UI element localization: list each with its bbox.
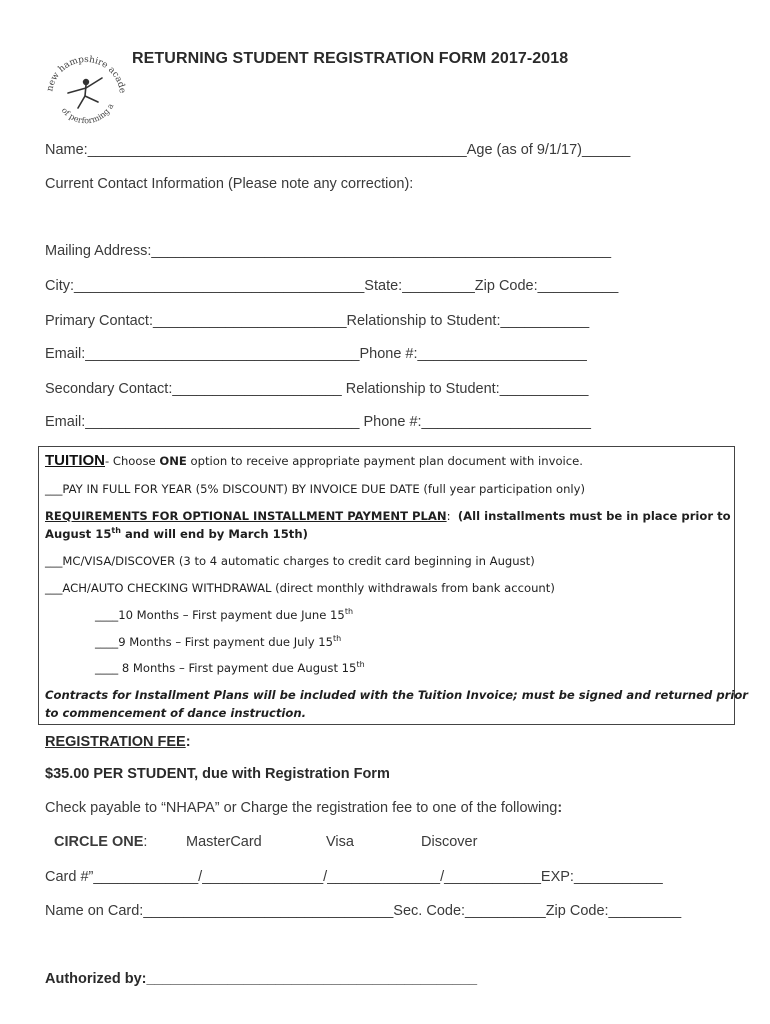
tuition-heading: TUITION xyxy=(45,452,105,469)
nine-month-sup: th xyxy=(333,634,342,644)
email-phone-field-2[interactable]: Email:__________________________________ Phone #:_____________________ xyxy=(45,414,591,430)
circle-one-colon: : xyxy=(143,834,148,850)
registration-fee-label: REGISTRATION FEE xyxy=(45,734,186,750)
registration-fee-colon: : xyxy=(185,734,191,750)
contracts-note-2: to commencement of dance instruction. xyxy=(45,706,307,720)
authorized-by-field[interactable]: Authorized by:_________________________________________ xyxy=(45,971,478,987)
name-age-field[interactable]: Name:_______________________________________________Age (as of 9/1/17)______ xyxy=(45,142,631,158)
city-state-zip-field[interactable]: City:____________________________________State:_________Zip Code:__________ xyxy=(45,278,619,294)
installment-note-2b: and will end by March 15th) xyxy=(120,527,308,541)
eight-month-sup: th xyxy=(356,660,365,670)
installment-note-1: (All installments must be in place prior to xyxy=(457,509,731,523)
mailing-address-field[interactable]: Mailing Address:_________________________________________________________ xyxy=(45,243,612,259)
nine-month-option[interactable] xyxy=(95,635,341,649)
eight-month-label: ____ 8 Months – First payment due August 15 xyxy=(95,661,357,675)
check-payable-label: Check payable to “NHAPA” or Charge the registration fee to one of the following xyxy=(45,800,558,816)
card-option-discover[interactable]: Discover xyxy=(421,834,478,850)
pay-in-full-option[interactable]: ___PAY IN FULL FOR YEAR (5% DISCOUNT) BY INVOICE DUE DATE (full year participation only) xyxy=(45,482,586,496)
email-phone-field-1[interactable]: Email:__________________________________Phone #:_____________________ xyxy=(45,346,587,362)
dancer-icon xyxy=(68,78,102,108)
tuition-intro-line xyxy=(45,452,583,469)
nine-month-label: ____9 Months – First payment due July 15 xyxy=(95,635,334,649)
installment-requirements-line-2 xyxy=(45,527,308,541)
contracts-note-1: Contracts for Installment Plans will be included with the Tuition Invoice; must be signed and returned prior xyxy=(45,688,749,702)
academy-logo xyxy=(38,38,130,138)
secondary-contact-field[interactable]: Secondary Contact:_____________________ Relationship to Student:___________ xyxy=(45,381,589,397)
tuition-intro-one: ONE xyxy=(159,454,187,468)
installment-colon: : xyxy=(446,509,458,523)
registration-fee-heading xyxy=(45,734,191,750)
name-on-card-field[interactable]: Name on Card:_______________________________Sec. Code:__________Zip Code:_________ xyxy=(45,903,682,919)
card-number-field[interactable]: Card #”_____________/_______________/______________/____________EXP:___________ xyxy=(45,869,663,885)
eight-month-option[interactable] xyxy=(95,661,365,675)
ten-month-label: ____10 Months – First payment due June 15 xyxy=(95,608,345,622)
form-title: RETURNING STUDENT REGISTRATION FORM 2017-2018 xyxy=(132,50,569,67)
ten-month-option[interactable] xyxy=(95,608,353,622)
circle-one-text: CIRCLE ONE xyxy=(54,834,144,850)
installment-note-sup: th xyxy=(111,526,121,536)
ten-month-sup: th xyxy=(344,607,354,617)
logo-ring-bottom: of performing a xyxy=(59,101,116,126)
ach-installment-option[interactable]: ___ACH/AUTO CHECKING WITHDRAWAL (direct monthly withdrawals from bank account) xyxy=(45,581,555,595)
circle-one-label xyxy=(54,834,147,850)
logo-ring-top: new hampshire acade xyxy=(45,54,127,94)
card-option-mastercard[interactable]: MasterCard xyxy=(186,834,262,850)
primary-contact-field[interactable]: Primary Contact:________________________Relationship to Student:___________ xyxy=(45,313,590,329)
card-option-visa[interactable]: Visa xyxy=(326,834,354,850)
tuition-intro-rest: option to receive appropriate payment plan document with invoice. xyxy=(186,454,583,468)
installment-heading: REQUIREMENTS FOR OPTIONAL INSTALLMENT PAYMENT PLAN xyxy=(45,509,447,523)
installment-requirements-line xyxy=(45,509,731,523)
check-payable-text xyxy=(45,800,562,816)
card-installment-option[interactable]: ___MC/VISA/DISCOVER (3 to 4 automatic charges to credit card beginning in August) xyxy=(45,554,535,568)
installment-note-2a: August 15 xyxy=(45,527,112,541)
check-payable-colon: : xyxy=(557,800,563,816)
contact-note: Current Contact Information (Please note any correction): xyxy=(45,176,414,192)
tuition-intro-prefix: - Choose xyxy=(105,454,160,468)
registration-fee-amount: $35.00 PER STUDENT, due with Registration Form xyxy=(45,766,390,782)
